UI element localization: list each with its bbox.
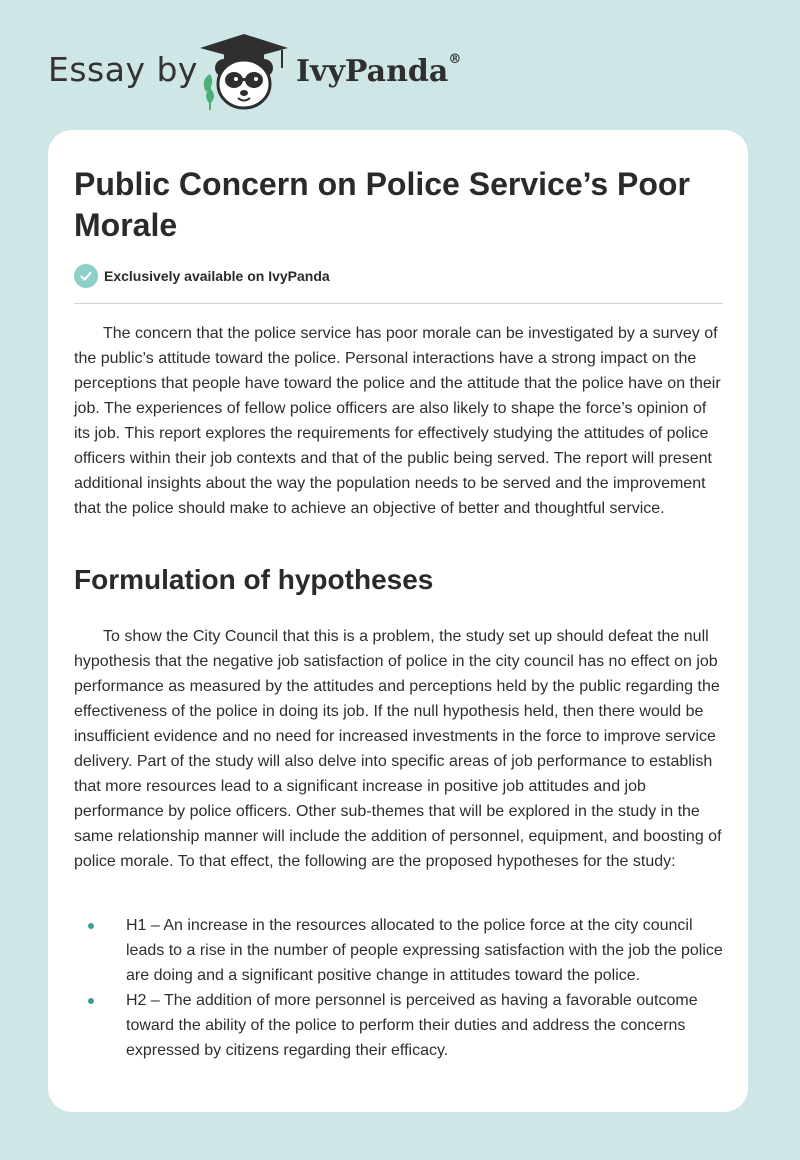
intro-paragraph: The concern that the police service has poor morale can be investigated by a survey of the public’s attitude toward the police. Personal interactions have a strong impact on the perceptions that people have toward the police and the attitude that the police have on their job. The experiences of fellow police officers are also likely to shape the force’s opinion of its job. This report explores the requirements for effectively studying the attitudes of police officers within their job contexts and that of the public being served. The report will present additional insights about the way the population needs to be served and the improvement that the police should make to achieve an objective of better and thoughtful service. [74, 325, 721, 517]
list-item-text: H2 – The addition of more personnel is perceived as having a favorable outcome toward the ability of the police to perform their duties and address the concerns expressed by citizens regarding their efficacy. [126, 992, 698, 1059]
essay-by-label: Essay by [48, 50, 198, 89]
exclusive-badge [74, 264, 330, 288]
article-card [48, 130, 748, 1112]
section-heading: Formulation of hypotheses [74, 564, 434, 595]
list-item [74, 988, 726, 1063]
exclusive-badge-text: Exclusively available on IvyPanda [104, 268, 330, 284]
hypotheses-list [74, 913, 726, 1063]
list-item-text: H1 – An increase in the resources allocated to the police force at the city council leads to a rise in the number of people expressing satisfaction with the job the police are doing and a significant positive change in attitudes toward the police. [126, 917, 723, 984]
brand-name[interactable] [296, 54, 461, 89]
list-item [74, 913, 726, 988]
title-divider [74, 303, 723, 304]
site-header [0, 0, 800, 130]
panda-graduate-icon[interactable] [196, 30, 292, 112]
hypotheses-paragraph: To show the City Council that this is a problem, the study set up should defeat the null hypothesis that the negative job satisfaction of police in the city council has no effect on job performance as measured by the attitudes and perceptions held by the public regarding the effectiveness of the police in doing its job. If the null hypothesis held, then there would be insufficient evidence and no need for increased investments in the force to improve service delivery. Part of the study will also delve into specific areas of job performance to establish that more resources lead to a significant increase in positive job attitudes and job performance by police officers. Other sub-themes that will be explored in the study in the same relationship manner will include the addition of personnel, equipment, and boosting of police morale. To that effect, the following are the proposed hypotheses for the study: [74, 628, 722, 870]
brand-name-text: IvyPanda [296, 54, 449, 89]
check-circle-icon [74, 264, 98, 288]
bullet-icon [88, 923, 94, 929]
bullet-icon [88, 998, 94, 1004]
brand-registered-mark: ® [448, 52, 462, 67]
article-title: Public Concern on Police Service’s Poor Morale [74, 166, 690, 243]
